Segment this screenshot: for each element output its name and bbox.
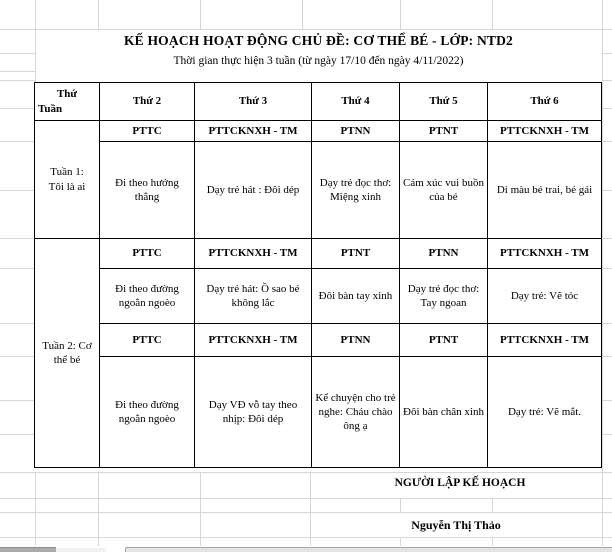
subject-cell[interactable]: PTTCKNXH - TM xyxy=(488,239,602,269)
gridline xyxy=(0,238,35,239)
week2-label: Tuần 2: Cơ thể bé xyxy=(42,339,92,366)
gridline xyxy=(0,53,35,54)
day-header-mon[interactable]: Thứ 2 xyxy=(100,83,195,121)
gridline xyxy=(200,0,201,29)
bottom-chrome xyxy=(0,546,612,552)
week1-subject-row xyxy=(35,121,602,142)
subject-cell[interactable]: PTNT xyxy=(312,239,400,269)
activity-cell[interactable]: Di màu bé trai, bé gái xyxy=(488,142,602,239)
subject-cell[interactable]: PTTC xyxy=(100,121,195,142)
gridline xyxy=(602,238,612,239)
gridline xyxy=(400,0,401,29)
subject-cell[interactable]: PTTCKNXH - TM xyxy=(195,121,312,142)
gridline xyxy=(602,190,612,191)
gridline xyxy=(602,53,612,54)
gridline xyxy=(98,472,99,546)
page-subtitle: Thời gian thực hiện 3 tuần (từ ngày 17/10 đến ngày 4/11/2022) xyxy=(173,55,464,67)
subject-cell[interactable]: PTTC xyxy=(100,324,195,357)
gridline xyxy=(602,108,612,109)
gridline xyxy=(0,512,612,513)
week2-subject-row-2 xyxy=(35,324,602,357)
subject-cell[interactable]: PTNN xyxy=(312,121,400,142)
day-header-fri[interactable]: Thứ 6 xyxy=(488,83,602,121)
horizontal-scrollbar[interactable] xyxy=(125,547,612,552)
subject-cell[interactable]: PTTCKNXH - TM xyxy=(488,121,602,142)
gridline xyxy=(0,190,35,191)
activity-cell[interactable]: Dạy trẻ: Vẽ mắt. xyxy=(488,357,602,468)
gridline xyxy=(492,0,493,29)
subject-cell[interactable]: PTTCKNXH - TM xyxy=(195,324,312,357)
gridline xyxy=(98,0,99,29)
gridline xyxy=(0,29,612,30)
gridline xyxy=(0,537,612,538)
gridline xyxy=(602,356,612,357)
gridline xyxy=(0,356,35,357)
gridline xyxy=(0,434,35,435)
activity-cell[interactable]: Dạy trẻ hát : Đôi dép xyxy=(195,142,312,239)
week2-activity-row-1 xyxy=(35,269,602,324)
table-header-row xyxy=(35,83,602,121)
subject-cell[interactable]: PTNN xyxy=(312,324,400,357)
week1-activity-row xyxy=(35,142,602,239)
subject-cell[interactable]: PTTCKNXH - TM xyxy=(195,239,312,269)
corner-label-thu: Thứ xyxy=(56,88,78,101)
gridline xyxy=(0,268,35,269)
day-header-wed[interactable]: Thứ 4 xyxy=(312,83,400,121)
activity-cell[interactable]: Đi theo đường ngoằn ngoèo xyxy=(100,269,195,324)
activity-cell[interactable]: Dạy trẻ hát: Ồ sao bé không lắc xyxy=(195,269,312,324)
day-header-tue[interactable]: Thứ 3 xyxy=(195,83,312,121)
subject-cell[interactable]: PTNT xyxy=(400,324,488,357)
subject-cell[interactable]: PTNN xyxy=(400,239,488,269)
activity-cell[interactable]: Cảm xúc vui buồn của bé xyxy=(400,142,488,239)
gridline xyxy=(302,0,303,29)
gridline xyxy=(602,80,612,81)
gridline xyxy=(400,537,401,546)
activity-cell[interactable]: Đi theo hướng thẳng xyxy=(100,142,195,239)
week2-subject-row-1 xyxy=(35,239,602,269)
subject-cell[interactable]: PTTC xyxy=(100,239,195,269)
gridline xyxy=(602,0,603,546)
week1-label-cell[interactable] xyxy=(35,121,100,239)
activity-cell[interactable]: Đôi bàn chân xinh xyxy=(400,357,488,468)
activity-cell[interactable]: Đôi bàn tay xinh xyxy=(312,269,400,324)
subject-cell[interactable]: PTTCKNXH - TM xyxy=(488,324,602,357)
activity-cell[interactable]: Dạy VĐ vỗ tay theo nhịp: Đôi dép xyxy=(195,357,312,468)
gridline xyxy=(0,400,35,401)
sheet-tab-area[interactable] xyxy=(0,547,56,552)
gridline xyxy=(400,498,401,512)
corner-label-tuan: Tuần xyxy=(38,102,63,115)
corner-header-cell[interactable] xyxy=(35,83,100,121)
week2-activity-row-2 xyxy=(35,357,602,468)
gridline xyxy=(602,141,612,142)
gridline xyxy=(0,108,35,109)
activity-cell[interactable]: Đi theo đường ngoằn ngoèo xyxy=(100,357,195,468)
gridline xyxy=(0,80,35,81)
week1-label: Tuần 1: Tôi là ai xyxy=(48,166,86,193)
activity-cell[interactable]: Dạy trẻ: Vẽ tóc xyxy=(488,269,602,324)
gridline xyxy=(492,537,493,546)
gridline xyxy=(0,141,35,142)
gridline xyxy=(0,472,612,473)
signature-title: NGƯỜI LẬP KẾ HOẠCH xyxy=(394,477,526,489)
sheet-tab[interactable] xyxy=(56,548,106,552)
gridline xyxy=(0,71,35,72)
lesson-plan-table xyxy=(34,82,602,468)
gridline xyxy=(0,498,612,499)
page-title: KẾ HOẠCH HOẠT ĐỘNG CHỦ ĐỀ: CƠ THỂ BÉ - LỚP: NTD2 xyxy=(123,33,513,48)
gridline xyxy=(200,472,201,546)
day-header-thu[interactable]: Thứ 5 xyxy=(400,83,488,121)
activity-cell[interactable]: Dạy trẻ đọc thơ: Tay ngoan xyxy=(400,269,488,324)
gridline xyxy=(602,434,612,435)
gridline xyxy=(35,472,36,546)
week2-label-cell[interactable] xyxy=(35,239,100,468)
gridline xyxy=(492,498,493,512)
subject-cell[interactable]: PTNT xyxy=(400,121,488,142)
activity-cell[interactable]: Dạy trẻ đọc thơ: Miệng xinh xyxy=(312,142,400,239)
gridline xyxy=(0,323,35,324)
gridline xyxy=(602,268,612,269)
gridline xyxy=(602,323,612,324)
signature-name: Nguyễn Thị Thảo xyxy=(411,518,501,532)
gridline xyxy=(602,400,612,401)
activity-cell[interactable]: Kể chuyện cho trẻ nghe: Cháu chào ông ạ xyxy=(312,357,400,468)
